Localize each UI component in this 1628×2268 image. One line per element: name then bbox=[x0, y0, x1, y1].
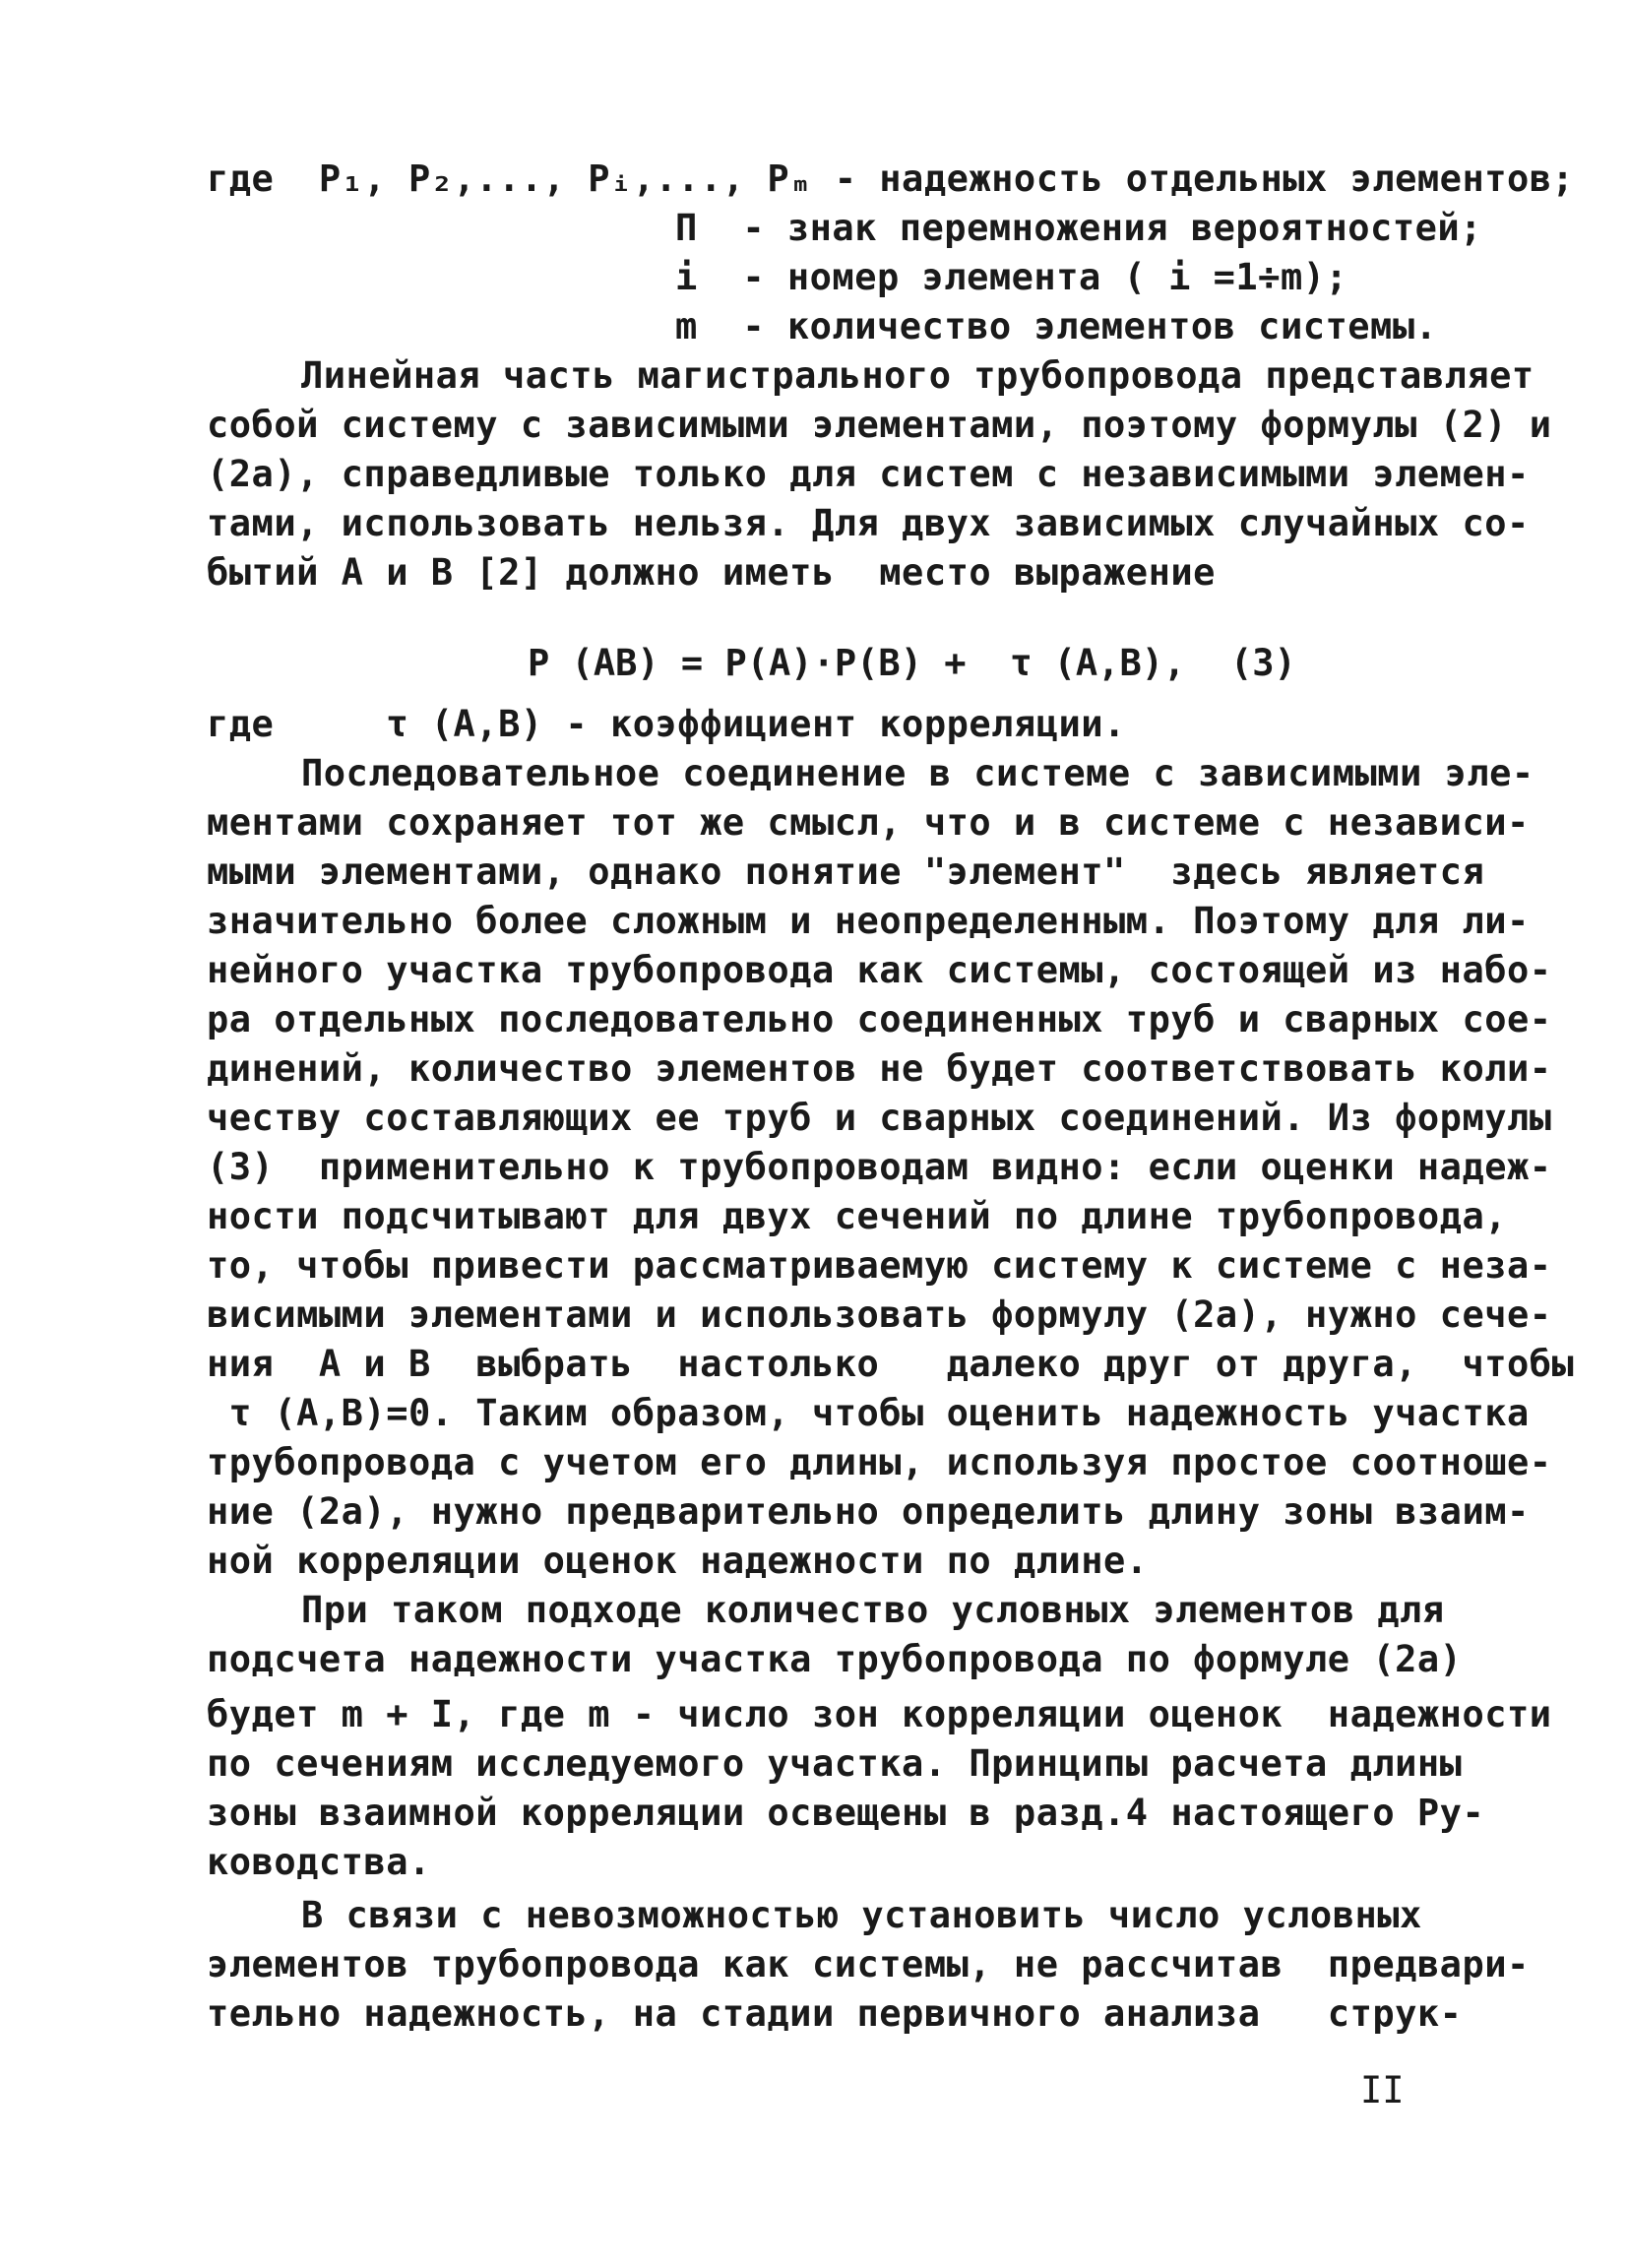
paragraph-line: подсчета надежности участка трубопровода по формуле (2а) bbox=[207, 1638, 1463, 1680]
paragraph-line: В связи с невозможностью установить число условных bbox=[301, 1894, 1422, 1936]
paragraph-line: тами, использовать нельзя. Для двух зависимых случайных со- bbox=[207, 502, 1530, 544]
paragraph-line: тельно надежность, на стадии первичного анализа струк- bbox=[207, 1992, 1463, 2035]
paragraph-line: ния А и В выбрать настолько далеко друг от друга, чтобы bbox=[207, 1343, 1575, 1385]
paragraph-line: будет m + I, где m - число зон корреляции оценок надежности bbox=[207, 1693, 1552, 1735]
paragraph-line: по сечениям исследуемого участка. Принципы расчета длины bbox=[207, 1742, 1463, 1785]
definition-line-4: m - количество элементов системы. bbox=[675, 305, 1438, 347]
paragraph-line: динений, количество элементов не будет соответствовать коли- bbox=[207, 1047, 1552, 1090]
definition-line-3: i - номер элемента ( i =1÷m); bbox=[675, 256, 1348, 298]
paragraph-line: ководства. bbox=[207, 1841, 431, 1883]
equation-3: Р (АВ) = Р(А)·Р(В) + τ (А,В), bbox=[528, 642, 1186, 684]
page-number: II bbox=[1360, 2069, 1405, 2111]
equation-number: (3) bbox=[1230, 642, 1296, 684]
where-line: где τ (А,В) - коэффициент корреляции. bbox=[207, 703, 1126, 745]
paragraph-line: трубопровода с учетом его длины, используя простое соотноше- bbox=[207, 1441, 1552, 1483]
paragraph-line: Линейная часть магистрального трубопровода представляет bbox=[301, 354, 1534, 397]
paragraph-line: При таком подходе количество условных элементов для bbox=[301, 1589, 1445, 1631]
paragraph-line: ментами сохраняет тот же смысл, что и в системе с независи- bbox=[207, 801, 1530, 844]
paragraph-line: ние (2а), нужно предварительно определить длину зоны взаим- bbox=[207, 1490, 1530, 1533]
definition-line-1: где P₁, P₂,..., Pᵢ,..., Pₘ - надежность отдельных элементов; bbox=[207, 158, 1575, 200]
paragraph-line: нейного участка трубопровода как системы, состоящей из набо- bbox=[207, 949, 1552, 991]
paragraph-line: (3) применительно к трубопроводам видно: если оценки надеж- bbox=[207, 1146, 1552, 1188]
paragraph-line: то, чтобы привести рассматриваемую систему к системе с неза- bbox=[207, 1244, 1552, 1287]
paragraph-line: значительно более сложным и неопределенным. Поэтому для ли- bbox=[207, 900, 1530, 942]
paragraph-line: честву составляющих ее труб и сварных соединений. Из формулы bbox=[207, 1097, 1552, 1139]
paragraph-line: (2а), справедливые только для систем с независимыми элемен- bbox=[207, 453, 1530, 495]
paragraph-line: ности подсчитывают для двух сечений по длине трубопровода, bbox=[207, 1195, 1508, 1237]
paragraph-line: мыми элементами, однако понятие "элемент" здесь является bbox=[207, 850, 1485, 893]
paragraph-line: собой систему с зависимыми элементами, поэтому формулы (2) и bbox=[207, 404, 1552, 446]
definition-line-2: П - знак перемножения вероятностей; bbox=[675, 207, 1482, 249]
paragraph-line: бытий А и В [2] должно иметь место выражение bbox=[207, 551, 1216, 594]
paragraph-line: висимыми элементами и использовать формулу (2а), нужно сече- bbox=[207, 1293, 1552, 1336]
paragraph-line: элементов трубопровода как системы, не рассчитав предвари- bbox=[207, 1943, 1530, 1985]
paragraph-line: ра отдельных последовательно соединенных труб и сварных сое- bbox=[207, 998, 1552, 1040]
paragraph-line: зоны взаимной корреляции освещены в разд.4 настоящего Ру- bbox=[207, 1792, 1485, 1834]
paragraph-line: τ (А,В)=0. Таким образом, чтобы оценить надежность участка bbox=[207, 1392, 1530, 1434]
paragraph-line: Последовательное соединение в системе с зависимыми эле- bbox=[301, 752, 1534, 794]
paragraph-line: ной корреляции оценок надежности по длине. bbox=[207, 1540, 1149, 1582]
